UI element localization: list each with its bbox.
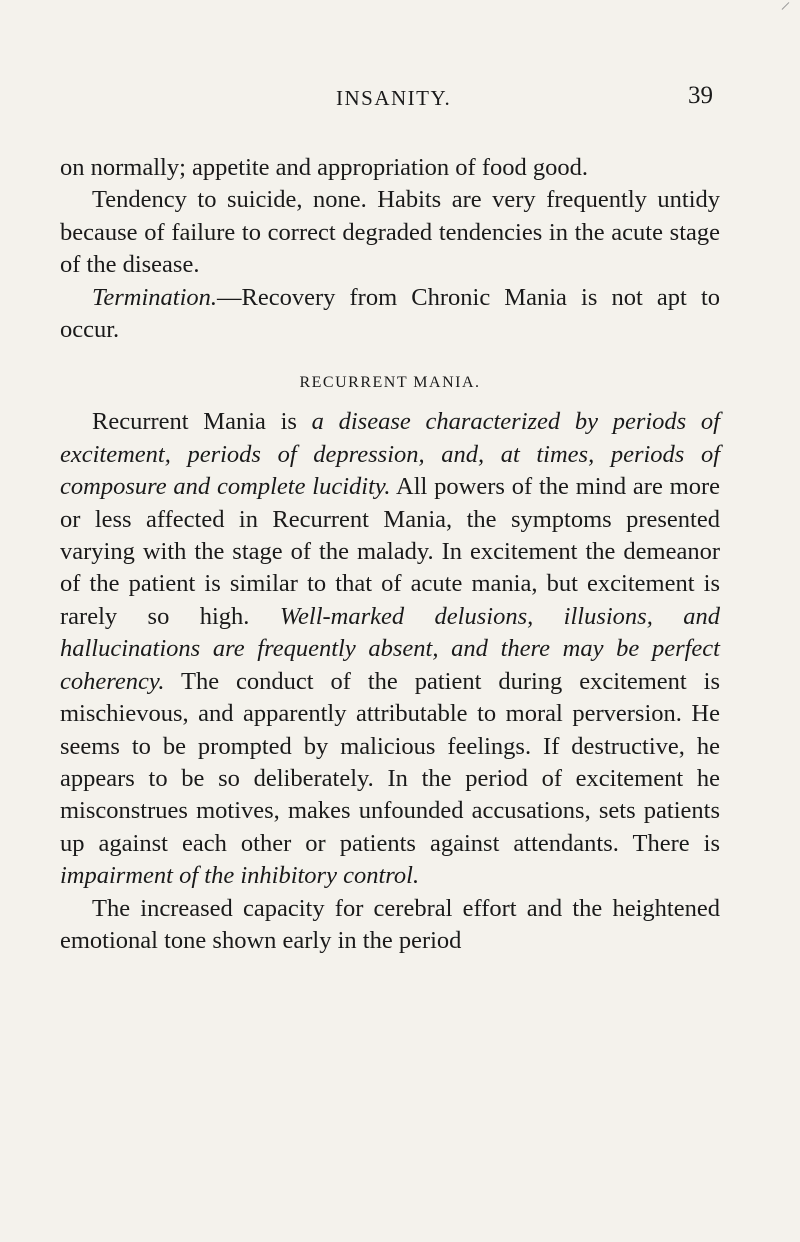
paragraph-suicide-tendency: Tendency to suicide, none. Habits are very frequently untidy because of failure to correct degraded tendencies in the acute stage of the disease. [60, 186, 720, 279]
recurrent-mania-definition: a disease characterized by periods of excitement, periods of depression, and, at times, periods of composure and complete lucidity. [60, 408, 720, 501]
paragraph-cerebral-effort: The increased capacity for cerebral effort and the heightened emotional tone shown early in the period [60, 894, 720, 954]
paragraph-recurrent-mania [60, 406, 720, 892]
recurrent-mania-delusions: Well-marked delusions, illusions, and hallucinations are frequently absent, and there may be perfect coherency. [60, 602, 721, 695]
recurrent-mania-text-end: The conduct of the patient during excitement is mischievous, and apparently attributable to moral perversion. He seems to be prompted by malicious feelings. If destructive, he appears to be so deliberately. In the period of excitement he misconstrues motives, makes unfounded accusations, sets patients up against each other or patients against attendants. There is [60, 667, 720, 857]
recurrent-mania-text-mid: All powers of the mind are more or less affected in Recurrent Mania, the symptoms presented varying with the stage of the malady. In excitement the demeanor of the patient is similar to that of acute mania, but excitement is rarely so high. [60, 473, 721, 630]
body-text [60, 152, 720, 957]
page-corner-mark [782, 2, 797, 17]
paragraph-termination [60, 282, 720, 347]
termination-text: —Recovery from Chronic Mania is not apt to occur. [60, 283, 720, 344]
recurrent-mania-impairment: impairment of the inhibitory control. [60, 862, 420, 890]
page-number: 39 [688, 82, 713, 109]
recurrent-mania-text-start: Recurrent Mania is [92, 408, 312, 436]
running-title: INSANITY. [336, 86, 452, 110]
running-head [0, 82, 800, 116]
termination-label: Termination. [92, 283, 218, 311]
paragraph-continuation: on normally; appetite and appropriation of food good. [60, 154, 588, 181]
section-heading: RECURRENT MANIA. [299, 374, 481, 392]
